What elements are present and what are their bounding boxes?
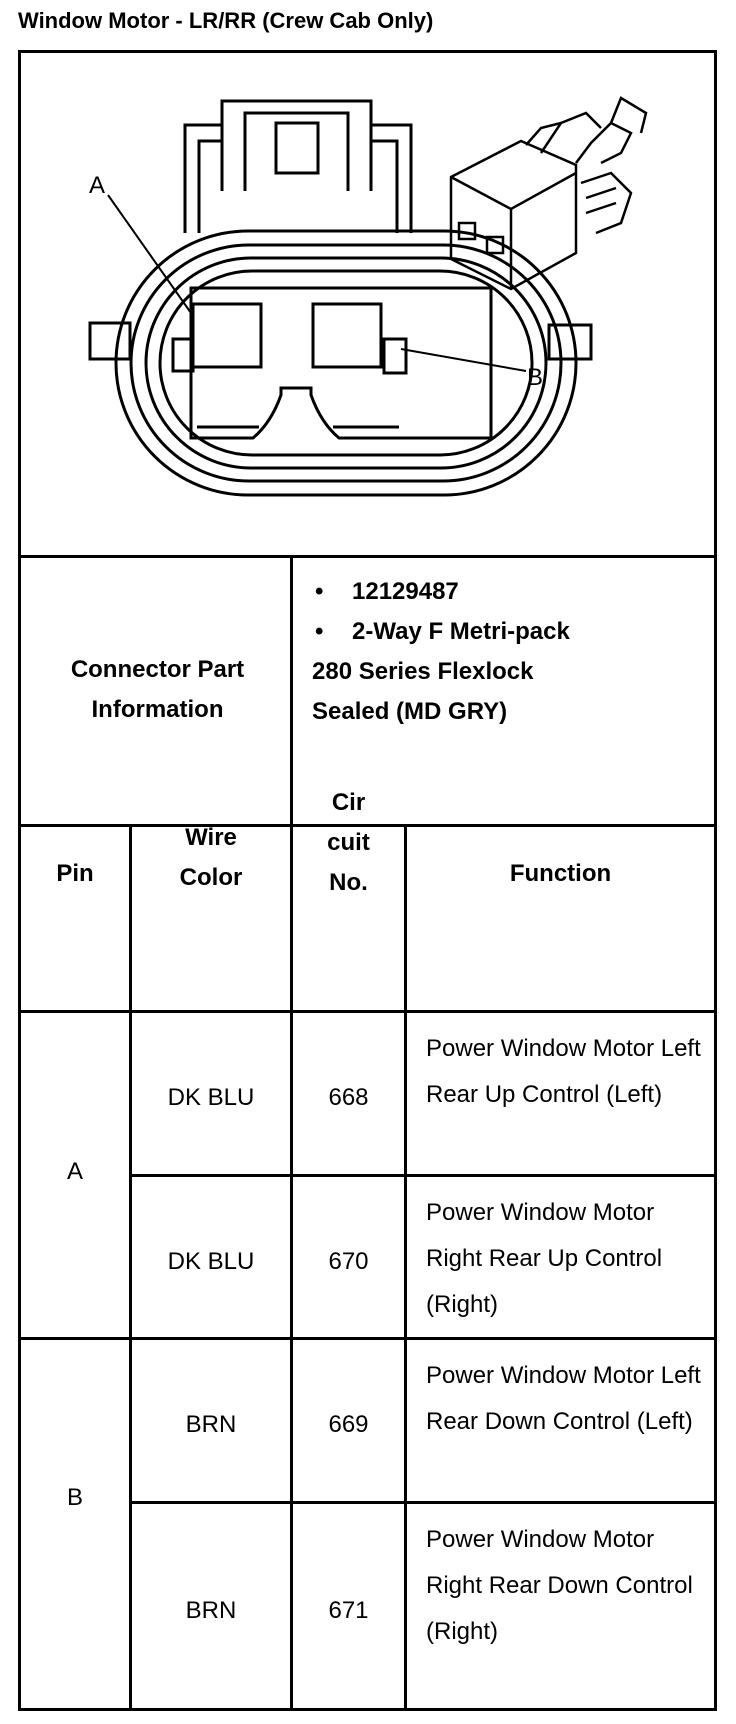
description-item	[312, 612, 712, 652]
connector-part-info-label: Connector Part Information	[70, 655, 245, 723]
header-wire-color-text: Wire Color	[179, 824, 243, 891]
header-pin: Pin	[56, 860, 94, 887]
pin-a-callout: A	[89, 172, 106, 199]
divider-header	[18, 1010, 717, 1013]
bullet-icon: •	[315, 578, 324, 605]
divider-circuit-column	[404, 824, 407, 1711]
pin-b-label: B	[66, 1484, 83, 1511]
description-line1: 2-Way F Metri-pack	[352, 618, 570, 645]
header-function: Function	[509, 860, 612, 887]
function-cell: Power Window Motor Right Rear Down Control (Right)	[426, 1526, 693, 1645]
divider-pin-group	[18, 1337, 717, 1340]
function-cell: Power Window Motor Left Rear Up Control (Left)	[426, 1035, 701, 1108]
bullet-icon: •	[315, 618, 324, 645]
function-cell: Power Window Motor Right Rear Up Control (Right)	[426, 1199, 663, 1318]
pin-a-label: A	[66, 1158, 83, 1185]
wire-color-cell: DK BLU	[167, 1248, 255, 1275]
pin-b-callout: B	[527, 364, 544, 391]
circuit-cell: 669	[328, 1411, 369, 1438]
connector-part-info-details	[312, 572, 712, 732]
circuit-cell: 671	[328, 1597, 369, 1624]
wire-color-cell: BRN	[185, 1597, 237, 1624]
table-border-right	[714, 50, 717, 1711]
header-circuit-no: Cir cuit No.	[327, 789, 370, 896]
circuit-cell: 670	[328, 1248, 369, 1275]
wire-color-cell: BRN	[185, 1411, 237, 1438]
divider-row-3	[129, 1501, 717, 1504]
connector-isometric-icon	[451, 98, 646, 289]
header-wire-color	[132, 818, 290, 898]
table-border-bottom	[18, 1708, 717, 1711]
divider-row-1	[129, 1174, 717, 1177]
circuit-cell: 668	[328, 1084, 369, 1111]
connector-face-diagram	[21, 53, 714, 556]
description-rest: 280 Series Flexlock Sealed (MD GRY)	[312, 658, 534, 725]
wire-color-cell: DK BLU	[167, 1084, 255, 1111]
function-cell: Power Window Motor Left Rear Down Control (Left)	[426, 1362, 701, 1435]
page-title: Window Motor - LR/RR (Crew Cab Only)	[18, 8, 434, 33]
part-number-item	[312, 572, 712, 612]
part-number: 12129487	[352, 578, 459, 605]
